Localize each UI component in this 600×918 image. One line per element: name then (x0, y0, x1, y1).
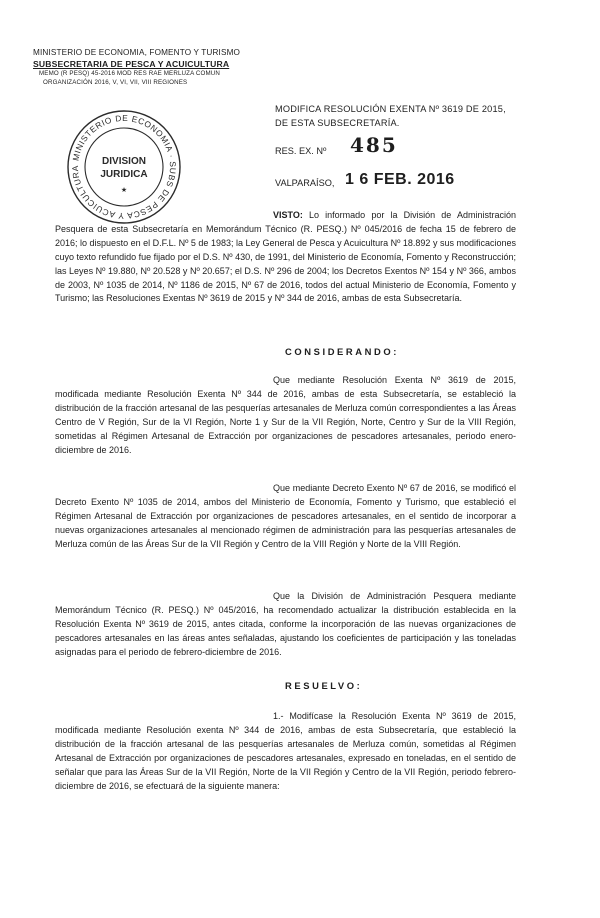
res-ex-label: RES. EX. Nº (275, 146, 327, 156)
visto-label: VISTO: (273, 210, 303, 220)
resolution-date-stamp: 1 6 FEB. 2016 (345, 171, 455, 188)
seal-center-line1: DIVISION (102, 156, 146, 167)
seal-center-line2: JURIDICA (100, 169, 148, 180)
resuelvo-heading: RESUELVO: (285, 680, 363, 691)
considerando-heading: CONSIDERANDO: (285, 346, 400, 357)
ministry-name: MINISTERIO DE ECONOMIA, FOMENTO Y TURISMO (33, 48, 241, 57)
visto-text: Lo informado por la División de Administración Pesquera de esta Subsecretaría en Memorándum Técnico (R. PESQ.) Nº 045/2016 de fecha 15 de febrero de 2016; lo dispuesto en el D.F.L. Nº 5 de 1983; la Ley General de Pesca y Acuicultura Nº 18.892 y sus modificaciones cuyo texto refundido fue fijado por el D.S. Nº 430, de 1991, del Ministerio de Economía, Fomento y Reconstrucción; las Leyes Nº 19.880, Nº 20.528 y Nº 20.657; el D.S. Nº 296 de 2004; los Decretos Exentos Nº 154 y Nº 366, ambos de 2003, Nº 1035 de 2014, Nº 1186 de 2015, Nº 67 de 2016, todos del actual Ministerio de Economía, Fomento y Turismo; las Resoluciones Exentas Nº 3619 de 2015 y Nº 344 de 2016, ambas de esta Subsecretaría. (55, 210, 516, 304)
resuelvo-article-1: 1.- Modifícase la Resolución Exenta Nº 3619 de 2015, modificada mediante Resolución exenta Nº 344 de 2016, ambas de esta Subsecretaría, que estableció la distribución de la fracción artesanal de las pesquerías artesanales de Merluza común, sometidas al Régimen Artesanal de Extracción por organizaciones de pescadores artesanales, expresado en toneladas, en el sentido de señalar que para las Áreas Sur de la VII Región, Norte de la VII Región y Centro de la VII Región, periodo febrero-diciembre de 2016, se efectuará de la siguiente manera: (55, 711, 516, 791)
considerando-paragraph-3: Que la División de Administración Pesquera mediante Memorándum Técnico (R. PESQ.) Nº 045/2016, ha recomendado actualizar la distribución establecida en la Resolución Exenta Nº 3619 de 2015, antes citada, conforme la incorporación de las nuevas organizaciones de pescadores artesanales en las áreas antes señaladas, ajustando los coeficientes de participación y las toneladas asignadas para el periodo de febrero-diciembre de 2016. (55, 591, 516, 657)
resolution-subject (275, 102, 506, 130)
organization-regions: ORGANIZACIÓN 2016, V, VI, VII, VIII REGIONES (43, 78, 188, 86)
division-juridica-seal (66, 109, 182, 225)
visto-paragraph (55, 209, 516, 306)
svg-text:MINISTERIO DE ECONOMIA · SUBS (70, 113, 178, 221)
resolution-number: 485 (350, 133, 398, 157)
subsecretaria-name: SUBSECRETARIA DE PESCA Y ACUICULTURA (33, 58, 230, 69)
letterhead (33, 47, 240, 87)
considerando-paragraph-2: Que mediante Decreto Exento Nº 67 de 2016, se modificó el Decreto Exento Nº 1035 de 2014, ambos del Ministerio de Economía, Fomento y Turismo, que estableció el Régimen Artesanal de Extracción por organizaciones de pescadores artesanales, en el sentido de incorporar a nuevas organizaciones artesanales al mencionado régimen de administración para las pesquerías artesanales de Merluza común de las Áreas Sur de la VII Región y Centro de la VIII Región y Norte de la VIII Región. (55, 483, 516, 549)
seal-star-icon: ★ (120, 186, 128, 194)
city-label: VALPARAÍSO, (275, 178, 335, 188)
subject-line1: MODIFICA RESOLUCIÓN EXENTA Nº 3619 DE 2015, (275, 104, 506, 114)
subject-line2: DE ESTA SUBSECRETARÍA. (275, 118, 400, 128)
seal-ring-text: MINISTERIO DE ECONOMIA · SUBS DE PESCA Y ACUICULTURA (69, 112, 179, 222)
considerando-paragraph-1: Que mediante Resolución Exenta Nº 3619 de 2015, modificada mediante Resolución Exenta Nº 344 de 2016, ambas de esta Subsecretaría, se estableció la distribución de la fracción artesanal de las pesquerías artesanales de Merluza común correspondientes a las Áreas Centro de V Región, Sur de la VI Región, Norte 1 y Sur de la VII Región, Norte, Centro y Sur de la VIII Región, sometidas al Régimen Artesanal de Extracción por organizaciones de pescadores artesanales, periodo enero-diciembre de 2016. (55, 375, 516, 455)
memo-reference: MEMO (R PESQ) 45-2016 MOD RES RAE MERLUZA COMUN (39, 70, 221, 77)
